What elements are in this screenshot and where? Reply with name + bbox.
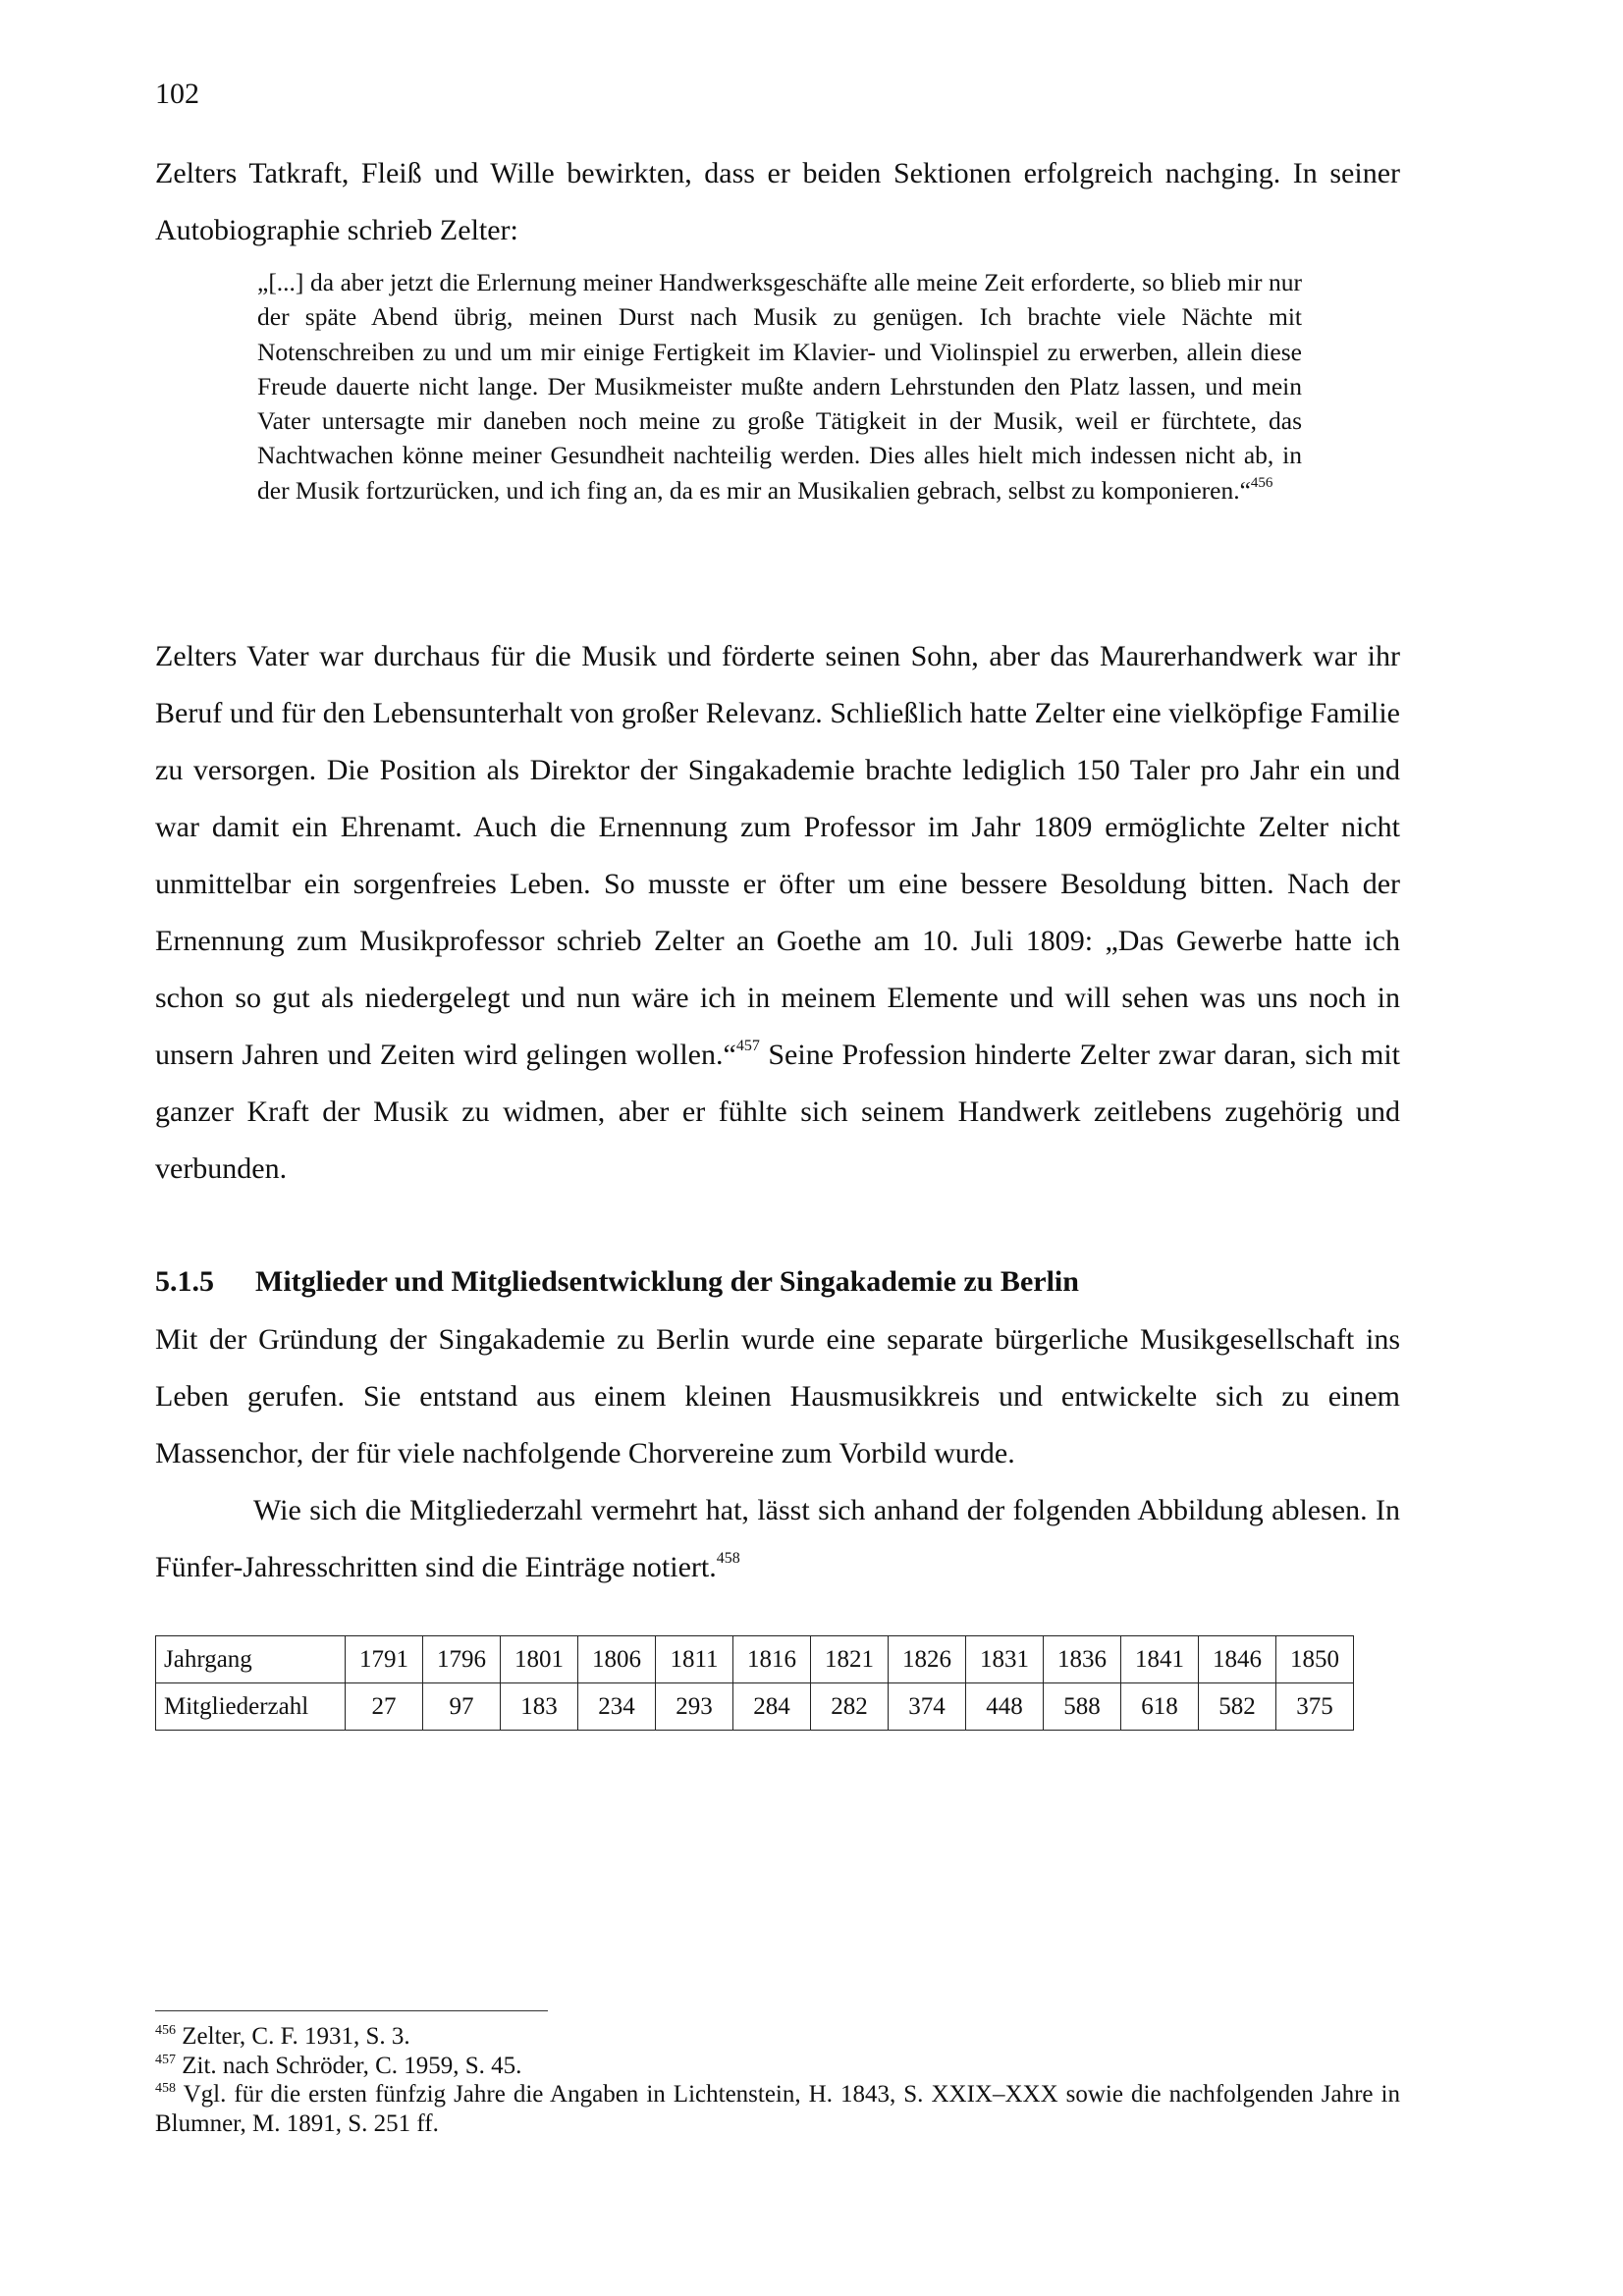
paragraph-father-text-b: Seine Profession hinderte Zelter zwar daran, sich mit ganzer Kraft der Musik zu widmen, aber er fühlte sich seinem Handwerk zeitlebens zugehörig und verbunden.	[155, 1039, 1400, 1185]
table-cell-year: 1821	[811, 1636, 889, 1683]
table-cell-members: 618	[1121, 1683, 1199, 1731]
table-row-years	[156, 1636, 1354, 1683]
footnote-ref-456[interactable]: 456	[1250, 474, 1273, 491]
table-cell-members: 284	[733, 1683, 811, 1731]
table-cell-year: 1806	[578, 1636, 656, 1683]
table-cell-year: 1791	[346, 1636, 423, 1683]
block-quote	[257, 265, 1302, 507]
membership-table	[155, 1635, 1354, 1731]
footnote-number: 457	[155, 2052, 176, 2067]
table-cell-members: 375	[1276, 1683, 1354, 1731]
table-cell-members: 374	[889, 1683, 966, 1731]
footnote-number: 458	[155, 2081, 176, 2096]
paragraph-founding: Mit der Gründung der Singakademie zu Berlin wurde eine separate bürgerliche Musikgesellschaft ins Leben gerufen. Sie entstand aus einem kleinen Hausmusikkreis und entwickelte sich zu einem Massenchor, der für viele nachfolgende Chorvereine zum Vorbild wurde.	[155, 1323, 1400, 1469]
footnote-text: Zelter, C. F. 1931, S. 3.	[176, 2023, 410, 2050]
table-cell-members: 448	[966, 1683, 1044, 1731]
row-label-year: Jahrgang	[156, 1636, 346, 1683]
footnote-text: Vgl. für die ersten fünfzig Jahre die Angaben in Lichtenstein, H. 1843, S. XXIX–XXX sowie die nachfolgenden Jahre in Blumner, M. 1891, S. 251 ff.	[155, 2081, 1400, 2137]
table-cell-members: 27	[346, 1683, 423, 1731]
table-cell-year: 1826	[889, 1636, 966, 1683]
table-cell-year: 1846	[1199, 1636, 1276, 1683]
table-cell-members: 97	[423, 1683, 501, 1731]
row-label-members: Mitgliederzahl	[156, 1683, 346, 1731]
table-cell-members: 234	[578, 1683, 656, 1731]
table-cell-members: 282	[811, 1683, 889, 1731]
table-cell-year: 1796	[423, 1636, 501, 1683]
paragraph-father-text-a: Zelters Vater war durchaus für die Musik und förderte seinen Sohn, aber das Maurerhandwerk war ihr Beruf und für den Lebensunterhalt von großer Relevanz. Schließlich hatte Zelter eine vielköpfige Familie zu versorgen. Die Position als Direktor der Singakademie brachte lediglich 150 Taler pro Jahr ein und war damit ein Ehrenamt. Auch die Ernennung zum Professor im Jahr 1809 ermöglichte Zelter nicht unmittelbar ein sorgenfreies Leben. So musste er öfter um eine bessere Besoldung bitten. Nach der Ernennung zum Musikprofessor schrieb Zelter an Goethe am 10. Juli 1809: „Das Gewerbe hatte ich schon so gut als niedergelegt und nun wäre ich in meinem Elemente und will sehen was uns noch in unsern Jahren und Zeiten wird gelingen wollen.“	[155, 640, 1400, 1071]
paragraph-intro: Zelters Tatkraft, Fleiß und Wille bewirkten, dass er beiden Sektionen erfolgreich nachging. In seiner Autobiographie schrieb Zelter:	[155, 157, 1400, 246]
table-cell-members: 582	[1199, 1683, 1276, 1731]
section-title: Mitglieder und Mitgliedsentwicklung der Singakademie zu Berlin	[255, 1265, 1079, 1298]
table-row-members	[156, 1683, 1354, 1731]
section-number: 5.1.5	[155, 1265, 214, 1298]
table-cell-members: 293	[656, 1683, 733, 1731]
footnote-text: Zit. nach Schröder, C. 1959, S. 45.	[176, 2052, 522, 2079]
footnote-divider	[155, 2010, 548, 2011]
paragraph-table-intro	[155, 1482, 1400, 1596]
footnote-number: 456	[155, 2023, 176, 2038]
page-number: 102	[155, 78, 199, 110]
paragraph-table-intro-text: Wie sich die Mitgliederzahl vermehrt hat, lässt sich anhand der folgenden Abbildung ablesen. In Fünfer-Jahresschritten sind die Einträge notiert.	[155, 1494, 1400, 1583]
section-heading	[155, 1264, 1079, 1300]
table-cell-members: 183	[501, 1683, 578, 1731]
table-cell-year: 1831	[966, 1636, 1044, 1683]
table-cell-year: 1816	[733, 1636, 811, 1683]
footnotes	[155, 2022, 1400, 2138]
paragraph-father	[155, 628, 1400, 1198]
table-cell-members: 588	[1044, 1683, 1121, 1731]
table-cell-year: 1850	[1276, 1636, 1354, 1683]
footnote-458	[155, 2080, 1400, 2138]
table-cell-year: 1811	[656, 1636, 733, 1683]
table-cell-year: 1841	[1121, 1636, 1199, 1683]
quote-text: „[...] da aber jetzt die Erlernung meiner Handwerksgeschäfte alle meine Zeit erforderte, so blieb mir nur der späte Abend übrig, meinen Durst nach Musik zu genügen. Ich brachte viele Nächte mit Notenschreiben zu und um mir einige Fertigkeit im Klavier- und Violinspiel zu erwerben, allein diese Freude dauerte nicht lange. Der Musikmeister mußte andern Lehrstunden den Platz lassen, und mein Vater untersagte mir daneben noch meine zu große Tätigkeit in der Musik, weil er fürchtete, das Nachtwachen könne meiner Gesundheit nachteilig werden. Dies alles hielt mich indessen nicht ab, in der Musik fortzurücken, und ich fing an, da es mir an Musikalien gebrach, selbst zu komponieren.“	[257, 268, 1302, 505]
footnote-456	[155, 2022, 1400, 2052]
footnote-ref-457[interactable]: 457	[735, 1038, 760, 1054]
footnote-457	[155, 2052, 1400, 2081]
footnote-ref-458[interactable]: 458	[716, 1550, 740, 1567]
table-cell-year: 1836	[1044, 1636, 1121, 1683]
table-cell-year: 1801	[501, 1636, 578, 1683]
